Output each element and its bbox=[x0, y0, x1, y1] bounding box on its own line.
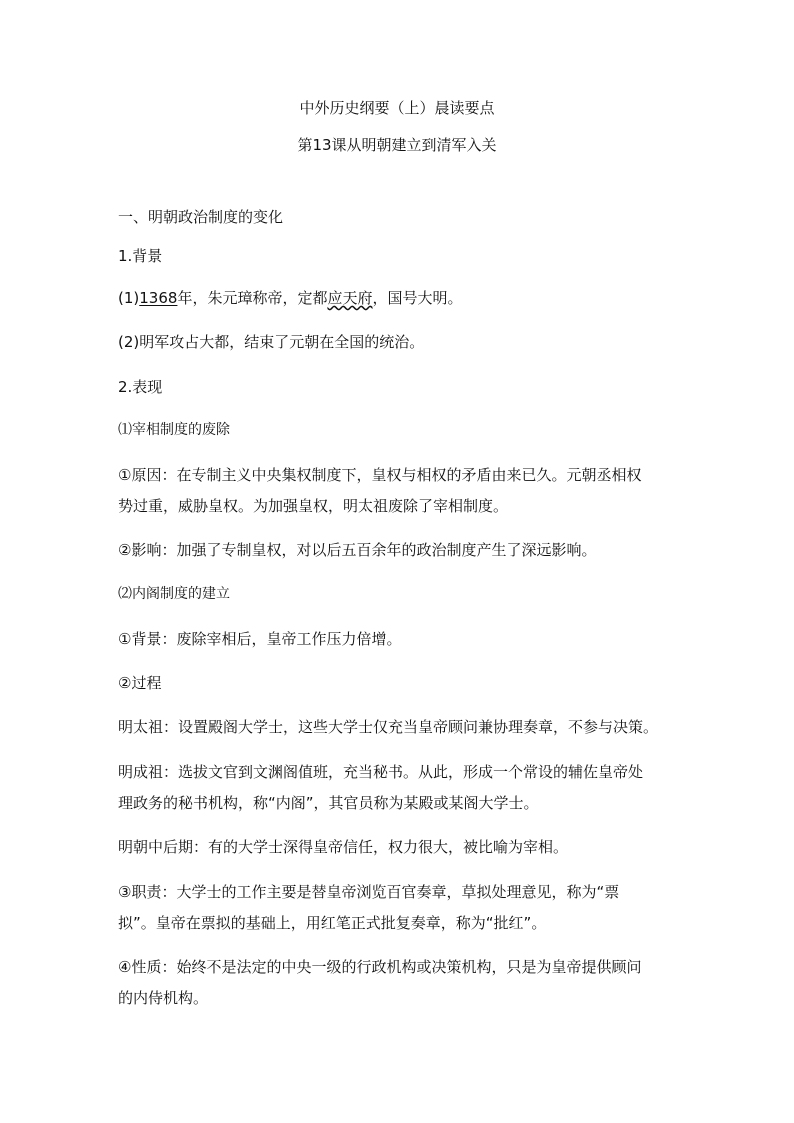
background-heading: 1.背景 bbox=[118, 247, 163, 265]
taizu-line: 明太祖：设置殿阁大学士，这些大学士仅充当皇帝顾问兼协理奏章，不参与决策。 bbox=[118, 718, 659, 736]
cabinet-background: ①背景：废除宰相后，皇帝工作压力倍增。 bbox=[118, 630, 402, 648]
reason-line-2: 势过重，威胁皇权。为加强皇权，明太祖废除了宰相制度。 bbox=[118, 497, 509, 515]
duty-line-1: ③职责：大学士的工作主要是替皇帝浏览百官奏章，草拟处理意见，称为“票 bbox=[118, 883, 620, 901]
cabinet-process: ②过程 bbox=[118, 674, 162, 692]
reason-line-1: ①原因：在专制主义中央集权制度下，皇权与相权的矛盾由来已久。元朝丞相权 bbox=[118, 466, 642, 484]
section-heading: 一、明朝政治制度的变化 bbox=[118, 208, 284, 226]
lesson-title: 第13课从明朝建立到清军入关 bbox=[297, 136, 497, 154]
background-item-2: (2)明军攻占大都，结束了元朝在全国的统治。 bbox=[118, 333, 425, 351]
background-item-1 bbox=[118, 288, 462, 308]
duty-line-2: 拟”。皇帝在票拟的基础上，用红笔正式批复奏章，称为“批红”。 bbox=[118, 914, 547, 932]
impact-line: ②影响：加强了专制皇权，对以后五百余年的政治制度产生了深远影响。 bbox=[118, 541, 597, 559]
item-text: 年，朱元璋称帝，定都 bbox=[177, 289, 328, 307]
year-1368: 1368 bbox=[139, 289, 178, 307]
nature-line-2: 的内侍机构。 bbox=[118, 989, 209, 1007]
chengzu-line-1: 明成祖：选拔文官到文渊阁值班，充当秘书。从此，形成一个常设的辅佐皇帝处 bbox=[118, 763, 644, 781]
subsection-title-cabinet: ⑵内阁制度的建立 bbox=[118, 586, 230, 602]
late-ming-line: 明朝中后期：有的大学士深得皇帝信任，权力很大，被比喻为宰相。 bbox=[118, 838, 569, 856]
item-prefix: (1) bbox=[118, 289, 140, 307]
item-suffix: ，国号大明。 bbox=[372, 289, 463, 307]
subsection-title-prime-minister: ⑴宰相制度的废除 bbox=[118, 422, 230, 438]
performance-heading: 2.表现 bbox=[118, 378, 163, 396]
chengzu-line-2: 理政务的秘书机构，称“内阁”，其官员称为某殿或某阁大学士。 bbox=[118, 794, 539, 812]
capital-name: 应天府 bbox=[327, 289, 373, 307]
document-title: 中外历史纲要（上）晨读要点 bbox=[299, 99, 495, 117]
nature-line-1: ④性质：始终不是法定的中央一级的行政机构或决策机构，只是为皇帝提供顾问 bbox=[118, 958, 642, 976]
